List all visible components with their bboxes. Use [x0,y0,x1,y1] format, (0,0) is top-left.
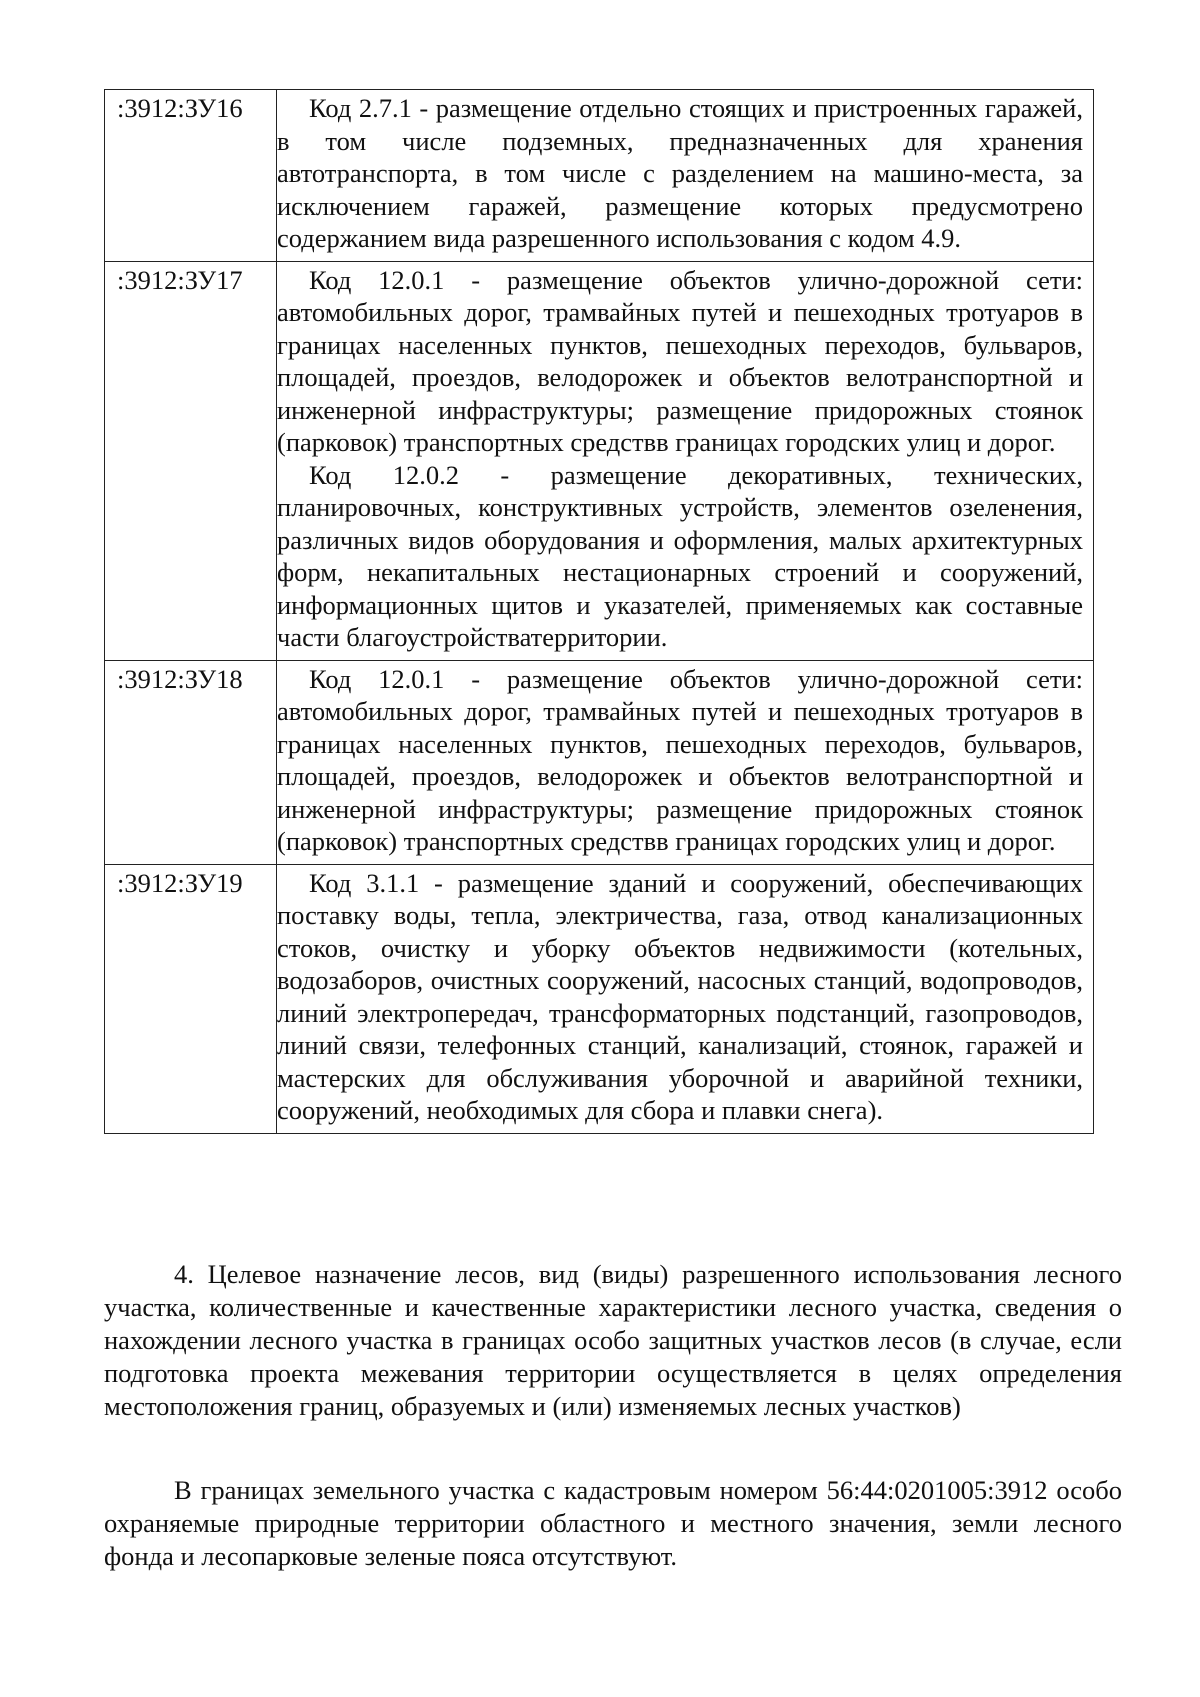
permitted-use-cell [277,660,1094,864]
closing-paragraph-text: В границах земельного участка с кадастровым номером 56:44:0201005:3912 особо охраняемые природные территории областного и местного значения, земли лесного фонда и лесопарковые зеленые пояса отсутствуют. [104,1475,1122,1571]
section-4 [104,1258,1122,1423]
section-4-heading-text: 4. Целевое назначение лесов, вид (виды) разрешенного использования лесного участка, количественные и качественные характеристики лесного участка, сведения о нахождении лесного участка в границах особо защитных участков лесов (в случае, если подготовка проекта межевания территории осуществляется в целях определения местоположения границ, образуемых и (или) изменяемых лесных участков) [104,1259,1122,1421]
permitted-use-text: Код 3.1.1 - размещение зданий и сооружений, обеспечивающих поставку воды, тепла, электричества, газа, отвод канализационных стоков, очистку и уборку объектов недвижимости (котельных, водозаборов, очистных сооружений, насосных станций, водопроводов, линий электропередач, трансформаторных подстанций, газопроводов, линий связи, телефонных станций, канализаций, стоянок, гаражей и мастерских для обслуживания уборочной и аварийной техники, сооружений, необходимых для сбора и плавки снега). [277,867,1083,1125]
table-row [105,660,1094,864]
permitted-use-text: Код 12.0.2 - размещение декоративных, технических, планировочных, конструктивных устройств, элементов озеленения, различных видов оборудования и оформления, малых архитектурных форм, некапитальных нестационарных строений и сооружений, информационных щитов и указателей, применяемых как составные части благоустройстватерритории. [277,459,1083,652]
land-use-table [104,89,1094,1134]
table-row [105,261,1094,660]
parcel-code-cell: :3912:ЗУ17 [105,261,277,660]
parcel-code-cell: :3912:ЗУ19 [105,864,277,1133]
permitted-use-text: Код 12.0.1 - размещение объектов улично-дорожной сети: автомобильных дорог, трамвайных путей и пешеходных тротуаров в границах населенных пунктов, пешеходных переходов, бульваров, площадей, проездов, велодорожек и объектов велотранспортной и инженерной инфраструктуры; размещение придорожных стоянок (парковок) транспортных средствв границах городских улиц и дорог. [277,264,1083,457]
permitted-use-cell [277,261,1094,660]
permitted-use-cell [277,864,1094,1133]
closing-paragraph [104,1474,1122,1573]
permitted-use-cell [277,90,1094,262]
table-row [105,90,1094,262]
parcel-code-cell: :3912:ЗУ18 [105,660,277,864]
permitted-use-text: Код 2.7.1 - размещение отдельно стоящих и пристроенных гаражей, в том числе подземных, предназначенных для хранения автотранспорта, в том числе с разделением на машино-места, за исключением гаражей, размещение которых предусмотрено содержанием вида разрешенного использования с кодом 4.9. [277,93,1083,253]
permitted-use-text: Код 12.0.1 - размещение объектов улично-дорожной сети: автомобильных дорог, трамвайных путей и пешеходных тротуаров в границах населенных пунктов, пешеходных переходов, бульваров, площадей, проездов, велодорожек и объектов велотранспортной и инженерной инфраструктуры; размещение придорожных стоянок (парковок) транспортных средствв границах городских улиц и дорог. [277,663,1083,856]
parcel-code-cell: :3912:ЗУ16 [105,90,277,262]
table-row [105,864,1094,1133]
